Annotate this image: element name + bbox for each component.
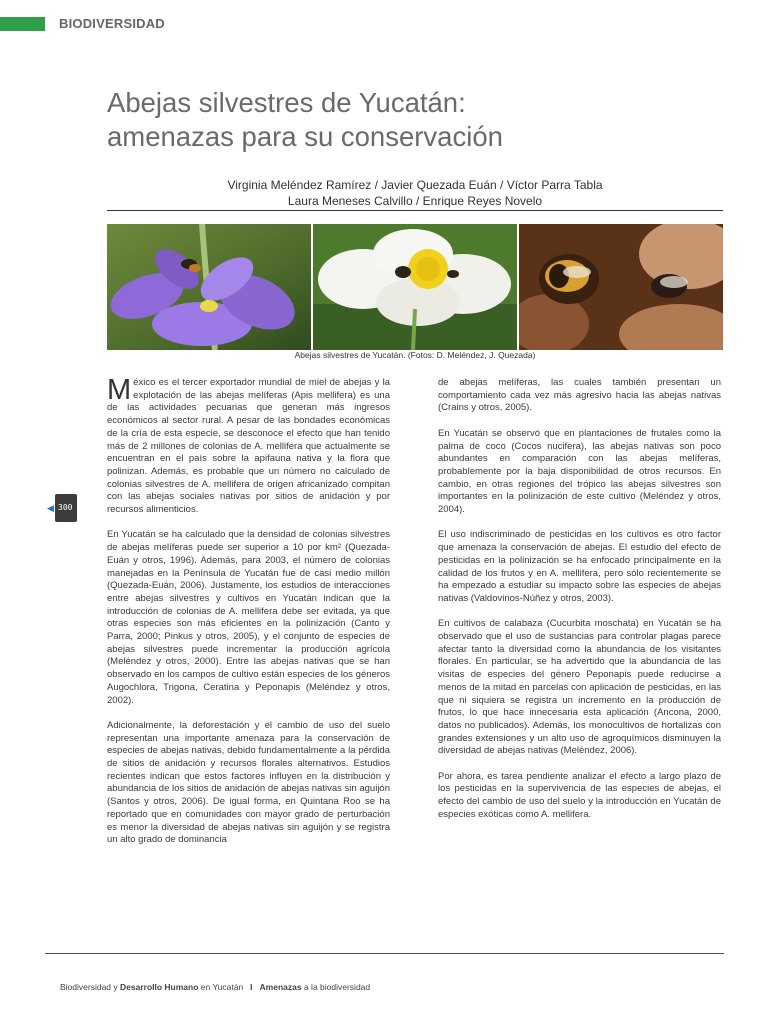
title-line-1: Abejas silvestres de Yucatán: bbox=[107, 87, 466, 118]
photo-bee-white-flower bbox=[313, 224, 517, 350]
title-line-2: amenazas para su conservación bbox=[107, 121, 503, 152]
photo-bee-purple-flower bbox=[107, 224, 311, 350]
authors-line-1: Virginia Meléndez Ramírez / Javier Quezada Euán / Víctor Parra Tabla bbox=[227, 178, 603, 192]
footer-part-1: Biodiversidad bbox=[60, 982, 112, 992]
author-list bbox=[107, 177, 723, 209]
footer-part-3: Desarrollo Humano bbox=[120, 982, 199, 992]
figure-caption: Abejas silvestres de Yucatán. (Fotos: D. Meléndez, J. Quezada) bbox=[294, 350, 536, 360]
photo-bees-at-nest bbox=[519, 224, 723, 350]
paragraph-5: En Yucatán se observó que en plantaciones de frutales como la palma de coco (Cocos nucifera), las abejas nativas son poco abundantes en comparación con las abejas melíferas, probablemente por la baja disponibilidad de otros recursos. En cambio, en otras regiones del trópico las abejas silvestres son importantes en la polinización de este cultivo (Meléndez y otros, 2004). bbox=[438, 427, 721, 516]
article-column-left bbox=[107, 374, 390, 860]
article-column-right bbox=[438, 377, 721, 834]
paragraph-6: El uso indiscriminado de pesticidas en los cultivos es otro factor que amenaza la conservación de abejas. El estudio del efecto de pesticidas en la polinización se ha enfocado principalmente en la calidad de los frutos y en A. mellifera, pero sólo recientemente se ha empezado a estudiar su impacto sobre las especies de abejas nativas (Valdovinos-Núñez y otros, 2003). bbox=[438, 529, 721, 604]
dropcap: M bbox=[107, 374, 132, 406]
sidetab-label: 300 bbox=[58, 503, 73, 512]
page-nav-arrow-icon[interactable]: ◀ bbox=[47, 503, 54, 513]
section-label: BIODIVERSIDAD bbox=[59, 16, 165, 31]
footer-part-2: y bbox=[111, 982, 121, 992]
book-icon[interactable] bbox=[55, 494, 77, 522]
article-title bbox=[107, 86, 667, 154]
paragraph-8: Por ahora, es tarea pendiente analizar el efecto a largo plazo de los pesticidas en la supervivencia de las especies de abejas, el efecto del cambio de uso del suelo y la introducción en Yucatán de especies exóticas como A. mellifera. bbox=[438, 770, 721, 820]
paragraph-7: En cultivos de calabaza (Cucurbita moschata) en Yucatán se ha observado que el uso de sustancias para controlar plagas parece afectar tanto la diversidad como la abundancia de los visitantes florales. En particular, se ha advertido que la abundancia de las visitas de especies del género Peponapis puede reducirse a menos de la mitad en parcelas con aplicación de pesticidas, en las que ni siquiera se registra un incremento en la producción de frutos, lo que hace innecesaria esta aplicación (Ancona, 2000, datos no publicados). Además, los monocultivos de hortalizas con grandes extensiones y un alto uso de agroquímicos disminuyen la diversidad de abejas nativas (Meléndez, 2006). bbox=[438, 618, 721, 757]
footer-divider bbox=[45, 953, 724, 954]
page-footer bbox=[60, 982, 370, 992]
footer-part-4: en Yucatán bbox=[198, 982, 244, 992]
authors-divider bbox=[107, 210, 723, 211]
footer-part-5: Amenazas bbox=[259, 982, 302, 992]
authors-line-2: Laura Meneses Calvillo / Enrique Reyes Novelo bbox=[287, 194, 543, 208]
paragraph-3: Adicionalmente, la deforestación y el cambio de uso del suelo representan una importante amenaza para la conservación de especies de abejas nativas, debido fundamentalmente a la pérdida de sitios de anidación y recursos florales alternativos. Estudios recientes indican que estos factores influyen en la distribución y abundancia de los sitios de anidación de abejas nativas sin aguijón (Santos y otros, 2006). De igual forma, en Quintana Roo se ha reportado que en comunidades con mayor grado de perturbación es menor la diversidad de abejas nativas sin aguijón y se registra un alto grado de dominancia bbox=[107, 719, 390, 846]
paragraph-1 bbox=[107, 374, 390, 517]
paragraph-4: de abejas melíferas, las cuales también presentan un comportamiento cada vez más agresivo hacia las abejas nativas (Crains y otros, 2005). bbox=[438, 377, 721, 414]
footer-part-6: a la biodiversidad bbox=[301, 982, 371, 992]
paragraph-2: En Yucatán se ha calculado que la densidad de colonias silvestres de abejas melíferas puede ser superior a 10 por km² (Quezada-Euán y otros, 1996). Además, para 2003, el número de colonias manejadas en la Península de Yucatán fue de casi medio millón (Quezada-Euán, 2006). Justamente, los estudios de interacciones entre abejas silvestres y cultivos en Yucatán indican que la introducción de colonias de A. mellifera debe ser evitada, ya que otras especies son más eficientes en la polinización (Canto y Parra, 2000; Pinkus y otros, 2005), y el conjunto de especies de abejas silvestres puede incrementar la producción agrícola (Meléndez y otros, 2000). Entre las abejas nativas que se han observado en los campos de cultivo están especies de los géneros Augochlora, Trigona, Ceratina y Peponapis (Meléndez y otros, 2002). bbox=[107, 529, 390, 706]
section-accent-bar bbox=[0, 17, 45, 31]
footer-separator: I bbox=[250, 982, 253, 992]
paragraph-1-text: éxico es el tercer exportador mundial de miel de abejas y la explotación de las abejas melíferas (Apis mellifera) es una de las actividades pecuarias que generan más ingresos económicos al sector rural. A pesar de las bondades económicas de la cría de esta especie, se desconoce el efecto que han tenido más de 2 millones de colonias de A. mellifera que actualmente se encuentran en el país sobre la apifauna nativa y la flora que polinizan. Además, es probable que un número no calculado de colonias silvestres de A. mellifera de origen africanizado compitan con las abejas sociales nativas por sitios de anidación y por recursos alimenticios. bbox=[107, 377, 390, 516]
